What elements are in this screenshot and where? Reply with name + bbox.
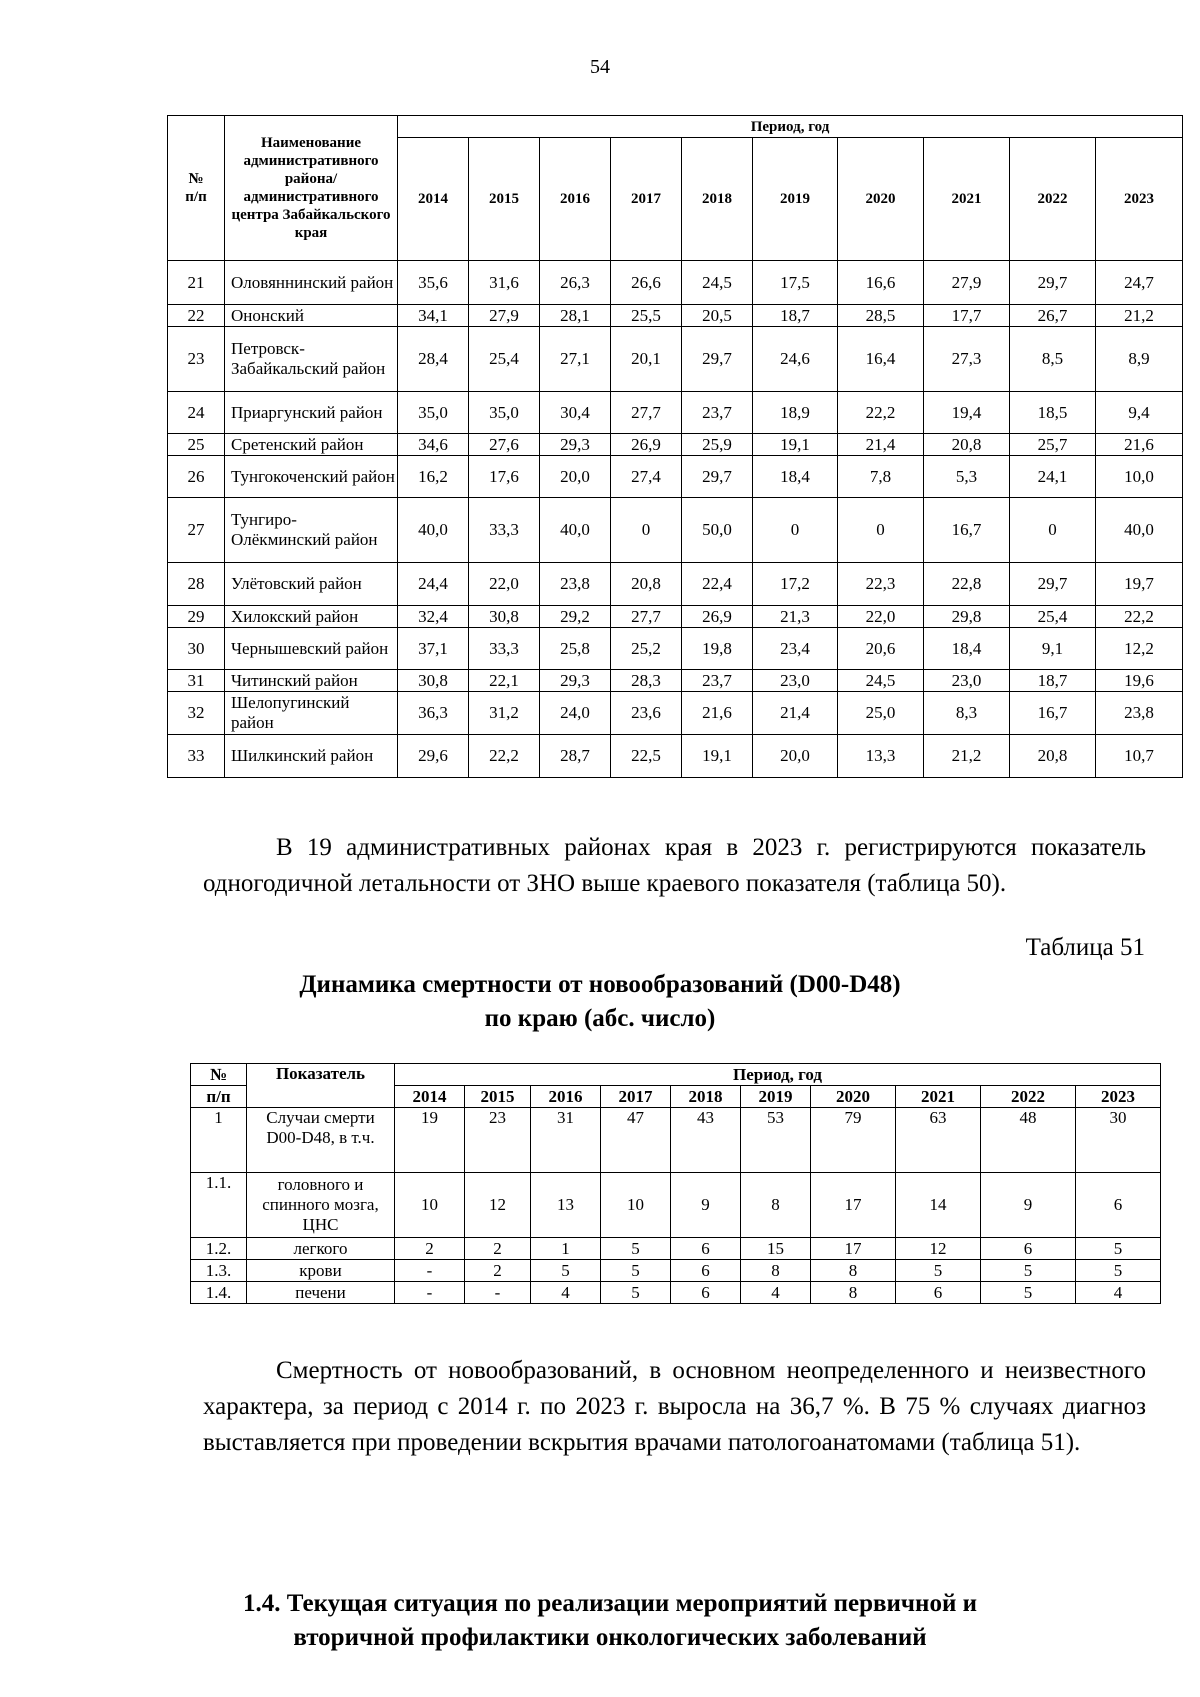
count-cell: 6: [1076, 1173, 1161, 1238]
rate-cell: 27,9: [924, 261, 1010, 305]
count-cell: 6: [981, 1238, 1076, 1260]
row-number: 30: [168, 628, 225, 670]
count-cell: 8: [811, 1282, 896, 1304]
rate-cell: 20,1: [611, 327, 682, 392]
year-header: 2021: [896, 1086, 981, 1108]
neoplasm-deaths-table: [190, 1063, 1161, 1304]
rate-cell: 22,8: [924, 563, 1010, 606]
count-cell: 15: [741, 1238, 811, 1260]
indicator-name: головного и спинного мозга, ЦНС: [247, 1173, 395, 1238]
rate-cell: 21,4: [838, 434, 924, 456]
year-header: 2015: [465, 1086, 531, 1108]
row-number: 1.2.: [191, 1238, 247, 1260]
rate-cell: 16,2: [398, 456, 469, 498]
rate-cell: 25,0: [838, 692, 924, 735]
rate-cell: 18,4: [753, 456, 838, 498]
rate-cell: 23,8: [540, 563, 611, 606]
row-number: 1.1.: [191, 1173, 247, 1238]
row-number: 26: [168, 456, 225, 498]
rate-cell: 27,4: [611, 456, 682, 498]
count-cell: 6: [896, 1282, 981, 1304]
rate-cell: 9,1: [1010, 628, 1096, 670]
rate-cell: 17,7: [924, 305, 1010, 327]
count-cell: 5: [1076, 1260, 1161, 1282]
rate-cell: 23,8: [1096, 692, 1183, 735]
rate-cell: 22,2: [469, 735, 540, 778]
rate-cell: 22,1: [469, 670, 540, 692]
rate-cell: 29,7: [1010, 261, 1096, 305]
count-cell: 30: [1076, 1108, 1161, 1173]
table-row: [168, 456, 1183, 498]
year-header: 2015: [469, 138, 540, 261]
count-cell: 17: [811, 1173, 896, 1238]
rate-cell: 25,5: [611, 305, 682, 327]
rate-cell: 24,1: [1010, 456, 1096, 498]
rate-cell: 35,6: [398, 261, 469, 305]
rate-cell: 24,5: [682, 261, 753, 305]
rate-cell: 16,7: [1010, 692, 1096, 735]
count-cell: 5: [601, 1260, 671, 1282]
count-cell: 8: [741, 1260, 811, 1282]
count-cell: 5: [1076, 1238, 1161, 1260]
year-header: 2019: [753, 138, 838, 261]
count-cell: 6: [671, 1238, 741, 1260]
rate-cell: 29,3: [540, 670, 611, 692]
rate-cell: 17,6: [469, 456, 540, 498]
count-cell: 6: [671, 1282, 741, 1304]
rate-cell: 22,2: [1096, 606, 1183, 628]
count-cell: 31: [531, 1108, 601, 1173]
rate-cell: 19,1: [682, 735, 753, 778]
district-name: Ононский: [225, 305, 398, 327]
rate-cell: 25,2: [611, 628, 682, 670]
rate-cell: 20,8: [1010, 735, 1096, 778]
count-cell: 5: [531, 1260, 601, 1282]
rate-cell: 26,9: [682, 606, 753, 628]
table-row: [168, 305, 1183, 327]
indicator-name: печени: [247, 1282, 395, 1304]
count-cell: 6: [671, 1260, 741, 1282]
count-cell: -: [395, 1260, 465, 1282]
table-row: [191, 1260, 1161, 1282]
rate-cell: 21,2: [1096, 305, 1183, 327]
rate-cell: 24,6: [753, 327, 838, 392]
row-number: 27: [168, 498, 225, 563]
row-number: 33: [168, 735, 225, 778]
count-cell: 2: [465, 1238, 531, 1260]
rate-cell: 26,3: [540, 261, 611, 305]
rate-cell: 30,4: [540, 392, 611, 434]
table-row: [168, 434, 1183, 456]
table-row: [191, 1238, 1161, 1260]
count-cell: 12: [465, 1173, 531, 1238]
district-name: Хилокский район: [225, 606, 398, 628]
rate-cell: 27,7: [611, 606, 682, 628]
count-cell: 8: [741, 1173, 811, 1238]
rate-cell: 22,3: [838, 563, 924, 606]
count-cell: 63: [896, 1108, 981, 1173]
rate-cell: 0: [753, 498, 838, 563]
header-district-name: Наименование административного района/ административного центра Забайкальского края: [225, 116, 398, 261]
year-header: 2022: [981, 1086, 1076, 1108]
rate-cell: 22,5: [611, 735, 682, 778]
rate-cell: 24,7: [1096, 261, 1183, 305]
rate-cell: 23,6: [611, 692, 682, 735]
rate-cell: 28,1: [540, 305, 611, 327]
rate-cell: 7,8: [838, 456, 924, 498]
table-row: [168, 628, 1183, 670]
rate-cell: 24,0: [540, 692, 611, 735]
table-row: [168, 606, 1183, 628]
indicator-name: крови: [247, 1260, 395, 1282]
rate-cell: 0: [1010, 498, 1096, 563]
rate-cell: 19,4: [924, 392, 1010, 434]
rate-cell: 22,0: [469, 563, 540, 606]
year-header: 2018: [682, 138, 753, 261]
rate-cell: 23,7: [682, 670, 753, 692]
rate-cell: 5,3: [924, 456, 1010, 498]
count-cell: 10: [395, 1173, 465, 1238]
count-cell: 2: [465, 1260, 531, 1282]
rate-cell: 25,4: [1010, 606, 1096, 628]
page-number: 54: [590, 56, 610, 78]
rate-cell: 17,5: [753, 261, 838, 305]
count-cell: 5: [896, 1260, 981, 1282]
rate-cell: 20,0: [753, 735, 838, 778]
section-heading-line1: 1.4. Текущая ситуация по реализации мероприятий первичной и: [243, 1590, 977, 1617]
table-row: [168, 498, 1183, 563]
count-cell: 17: [811, 1238, 896, 1260]
rate-cell: 32,4: [398, 606, 469, 628]
count-cell: 4: [1076, 1282, 1161, 1304]
row-number: 23: [168, 327, 225, 392]
count-cell: 9: [981, 1173, 1076, 1238]
row-number: 29: [168, 606, 225, 628]
rate-cell: 31,6: [469, 261, 540, 305]
rate-cell: 8,5: [1010, 327, 1096, 392]
rate-cell: 27,1: [540, 327, 611, 392]
rate-cell: 16,4: [838, 327, 924, 392]
year-header: 2019: [741, 1086, 811, 1108]
rate-cell: 19,1: [753, 434, 838, 456]
rate-cell: 0: [611, 498, 682, 563]
indicator-name: легкого: [247, 1238, 395, 1260]
rate-cell: 29,7: [1010, 563, 1096, 606]
rate-cell: 12,2: [1096, 628, 1183, 670]
count-cell: 8: [811, 1260, 896, 1282]
rate-cell: 25,8: [540, 628, 611, 670]
count-cell: 48: [981, 1108, 1076, 1173]
year-header: 2014: [398, 138, 469, 261]
year-header: 2016: [540, 138, 611, 261]
count-cell: 23: [465, 1108, 531, 1173]
rate-cell: 24,5: [838, 670, 924, 692]
row-number: 28: [168, 563, 225, 606]
rate-cell: 35,0: [398, 392, 469, 434]
rate-cell: 18,4: [924, 628, 1010, 670]
rate-cell: 19,8: [682, 628, 753, 670]
rate-cell: 28,7: [540, 735, 611, 778]
year-header: 2023: [1096, 138, 1183, 261]
district-name: Сретенский район: [225, 434, 398, 456]
t2-header-no-1: №: [191, 1064, 247, 1086]
count-cell: 1: [531, 1238, 601, 1260]
count-cell: 79: [811, 1108, 896, 1173]
rate-cell: 33,3: [469, 498, 540, 563]
year-header: 2020: [838, 138, 924, 261]
rate-cell: 29,8: [924, 606, 1010, 628]
district-name: Улётовский район: [225, 563, 398, 606]
rate-cell: 25,7: [1010, 434, 1096, 456]
district-name: Оловяннинский район: [225, 261, 398, 305]
header-period: Период, год: [398, 116, 1183, 138]
rate-cell: 24,4: [398, 563, 469, 606]
rate-cell: 30,8: [398, 670, 469, 692]
indicator-name: Случаи смерти D00-D48, в т.ч.: [247, 1108, 395, 1173]
count-cell: 9: [671, 1173, 741, 1238]
year-header: 2022: [1010, 138, 1096, 261]
row-number: 25: [168, 434, 225, 456]
row-number: 32: [168, 692, 225, 735]
rate-cell: 34,6: [398, 434, 469, 456]
table-row: [168, 735, 1183, 778]
year-header: 2020: [811, 1086, 896, 1108]
count-cell: -: [395, 1282, 465, 1304]
rate-cell: 35,0: [469, 392, 540, 434]
rate-cell: 50,0: [682, 498, 753, 563]
paragraph-mortality: [203, 1353, 1146, 1461]
year-header: 2021: [924, 138, 1010, 261]
count-cell: 5: [981, 1282, 1076, 1304]
rate-cell: 17,2: [753, 563, 838, 606]
rate-cell: 28,4: [398, 327, 469, 392]
count-cell: 4: [741, 1282, 811, 1304]
rate-cell: 40,0: [1096, 498, 1183, 563]
rate-cell: 0: [838, 498, 924, 563]
rate-cell: 28,5: [838, 305, 924, 327]
rate-cell: 27,7: [611, 392, 682, 434]
count-cell: 2: [395, 1238, 465, 1260]
rate-cell: 31,2: [469, 692, 540, 735]
rate-cell: 22,4: [682, 563, 753, 606]
count-cell: 53: [741, 1108, 811, 1173]
district-name: Петровск-Забайкальский район: [225, 327, 398, 392]
rate-cell: 25,9: [682, 434, 753, 456]
rate-cell: 19,6: [1096, 670, 1183, 692]
count-cell: 4: [531, 1282, 601, 1304]
rate-cell: 20,8: [924, 434, 1010, 456]
rate-cell: 29,3: [540, 434, 611, 456]
count-cell: 13: [531, 1173, 601, 1238]
rate-cell: 13,3: [838, 735, 924, 778]
district-name: Читинский район: [225, 670, 398, 692]
district-name: Шилкинский район: [225, 735, 398, 778]
rate-cell: 20,0: [540, 456, 611, 498]
district-name: Тунгокоченский район: [225, 456, 398, 498]
rate-cell: 10,0: [1096, 456, 1183, 498]
rate-cell: 22,2: [838, 392, 924, 434]
rate-cell: 23,0: [924, 670, 1010, 692]
rate-cell: 29,7: [682, 456, 753, 498]
count-cell: 47: [601, 1108, 671, 1173]
rate-cell: 18,7: [753, 305, 838, 327]
table-row: [191, 1282, 1161, 1304]
rate-cell: 40,0: [398, 498, 469, 563]
count-cell: 43: [671, 1108, 741, 1173]
rate-cell: 27,9: [469, 305, 540, 327]
district-name: Приаргунский район: [225, 392, 398, 434]
rate-cell: 21,3: [753, 606, 838, 628]
rate-cell: 33,3: [469, 628, 540, 670]
rate-cell: 18,7: [1010, 670, 1096, 692]
rate-cell: 27,3: [924, 327, 1010, 392]
rate-cell: 20,5: [682, 305, 753, 327]
row-number: 1.3.: [191, 1260, 247, 1282]
table-row: [191, 1173, 1161, 1238]
rate-cell: 20,6: [838, 628, 924, 670]
count-cell: 14: [896, 1173, 981, 1238]
table-row: [168, 327, 1183, 392]
rate-cell: 18,9: [753, 392, 838, 434]
rate-cell: 22,0: [838, 606, 924, 628]
rate-cell: 26,7: [1010, 305, 1096, 327]
rate-cell: 29,2: [540, 606, 611, 628]
table-row: [168, 392, 1183, 434]
count-cell: -: [465, 1282, 531, 1304]
year-header: 2023: [1076, 1086, 1161, 1108]
row-number: 21: [168, 261, 225, 305]
row-number: 1.4.: [191, 1282, 247, 1304]
row-number: 22: [168, 305, 225, 327]
table-row: [168, 692, 1183, 735]
district-name: Шелопугинский район: [225, 692, 398, 735]
t2-header-period: Период, год: [395, 1064, 1161, 1086]
rate-cell: 27,6: [469, 434, 540, 456]
year-header: 2014: [395, 1086, 465, 1108]
count-cell: 10: [601, 1173, 671, 1238]
count-cell: 5: [601, 1282, 671, 1304]
rate-cell: 37,1: [398, 628, 469, 670]
row-number: 31: [168, 670, 225, 692]
table-row: [168, 563, 1183, 606]
rate-cell: 21,6: [1096, 434, 1183, 456]
table-label: Таблица 51: [1025, 934, 1145, 961]
paragraph-lethality-text: В 19 административных районах края в 2023 г. регистрируются показатель одногодичной летальности от ЗНО выше краевого показателя (таблица 50).: [203, 834, 1146, 897]
rate-cell: 34,1: [398, 305, 469, 327]
rate-cell: 23,4: [753, 628, 838, 670]
rate-cell: 21,2: [924, 735, 1010, 778]
rate-cell: 8,9: [1096, 327, 1183, 392]
t2-header-no-2: п/п: [191, 1086, 247, 1108]
district-name: Тунгиро-Олёкминский район: [225, 498, 398, 563]
rate-cell: 23,7: [682, 392, 753, 434]
table-row: [168, 261, 1183, 305]
paragraph-mortality-text: Смертность от новообразований, в основном неопределенного и неизвестного характера, за период с 2014 г. по 2023 г. выросла на 36,7 %. В 75 % случаях диагноз выставляется при проведении вскрытия врачами патологоанатомами (таблица 51).: [203, 1357, 1146, 1456]
rate-cell: 29,7: [682, 327, 753, 392]
rate-cell: 10,7: [1096, 735, 1183, 778]
rate-cell: 20,8: [611, 563, 682, 606]
count-cell: 19: [395, 1108, 465, 1173]
rate-cell: 8,3: [924, 692, 1010, 735]
rate-cell: 25,4: [469, 327, 540, 392]
rate-cell: 29,6: [398, 735, 469, 778]
rate-cell: 21,6: [682, 692, 753, 735]
rate-cell: 26,9: [611, 434, 682, 456]
rate-cell: 23,0: [753, 670, 838, 692]
rate-cell: 28,3: [611, 670, 682, 692]
table-title-line1: Динамика смертности от новообразований (D00-D48): [299, 971, 901, 998]
rate-cell: 18,5: [1010, 392, 1096, 434]
count-cell: 5: [981, 1260, 1076, 1282]
table-title-line2: по краю (абс. число): [484, 1005, 716, 1032]
rate-cell: 26,6: [611, 261, 682, 305]
district-name: Чернышевский район: [225, 628, 398, 670]
table-row: [168, 670, 1183, 692]
rate-cell: 40,0: [540, 498, 611, 563]
rate-cell: 36,3: [398, 692, 469, 735]
year-header: 2017: [611, 138, 682, 261]
header-indicator: Показатель: [247, 1064, 395, 1108]
year-header: 2017: [601, 1086, 671, 1108]
table-row: [191, 1108, 1161, 1173]
header-no: № п/п: [168, 116, 225, 261]
rate-cell: 30,8: [469, 606, 540, 628]
year-header: 2018: [671, 1086, 741, 1108]
rate-cell: 21,4: [753, 692, 838, 735]
row-number: 24: [168, 392, 225, 434]
count-cell: 5: [601, 1238, 671, 1260]
mortality-rate-table: [167, 115, 1183, 778]
rate-cell: 19,7: [1096, 563, 1183, 606]
section-heading-line2: вторичной профилактики онкологических заболеваний: [293, 1624, 927, 1651]
rate-cell: 9,4: [1096, 392, 1183, 434]
count-cell: 12: [896, 1238, 981, 1260]
row-number: 1: [191, 1108, 247, 1173]
rate-cell: 16,7: [924, 498, 1010, 563]
paragraph-lethality: [203, 830, 1146, 902]
year-header: 2016: [531, 1086, 601, 1108]
rate-cell: 16,6: [838, 261, 924, 305]
